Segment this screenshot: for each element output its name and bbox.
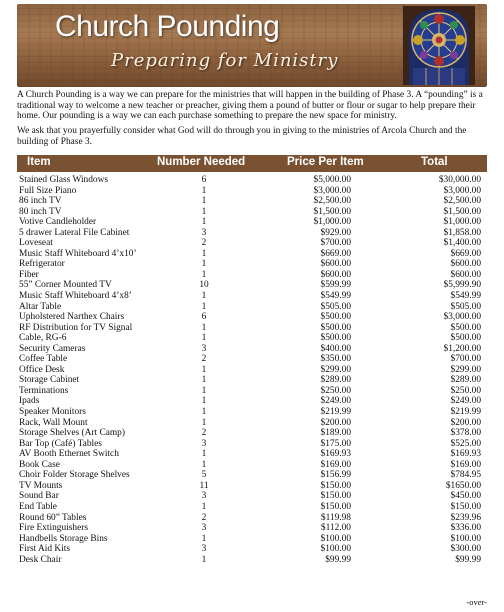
- price-per-item: $700.00: [320, 238, 351, 249]
- table-row: [17, 186, 487, 197]
- page-turn-note: -over-: [466, 597, 487, 607]
- row-total: $1,400.00: [443, 238, 481, 249]
- row-total: $336.00: [450, 523, 481, 534]
- row-total: $505.00: [450, 301, 481, 312]
- number-needed: 1: [201, 206, 207, 217]
- table-row: [17, 333, 487, 344]
- row-total: $1,200.00: [443, 343, 481, 354]
- price-per-item: $289.00: [320, 375, 351, 386]
- item-name: End Table: [19, 501, 57, 512]
- banner-subtitle: Preparing for Ministry: [111, 50, 339, 71]
- row-total: $3,000.00: [443, 312, 481, 323]
- price-per-item: $500.00: [320, 312, 351, 323]
- number-needed: 2: [201, 354, 207, 365]
- item-name: Cable, RG-6: [19, 333, 67, 344]
- table-row: [17, 428, 487, 439]
- price-per-item: $119.98: [320, 512, 351, 523]
- row-total: $169.00: [450, 459, 481, 470]
- table-row: [17, 217, 487, 228]
- price-per-item: $5,000.00: [313, 175, 351, 185]
- table-row: [17, 396, 487, 407]
- number-needed: 1: [201, 533, 207, 544]
- row-total: $2,500.00: [443, 196, 481, 207]
- price-per-item: $100.00: [320, 544, 351, 555]
- row-total: $525.00: [450, 438, 481, 449]
- table-row: [17, 259, 487, 270]
- number-needed: 1: [201, 322, 207, 333]
- row-total: $299.00: [450, 364, 481, 375]
- item-name: Stained Glass Windows: [19, 175, 109, 185]
- item-name: Altar Table: [19, 301, 62, 312]
- price-per-item: $99.99: [325, 554, 351, 565]
- table-header: [17, 155, 487, 172]
- item-name: 55” Corner Mounted TV: [19, 280, 112, 291]
- table-row: [17, 460, 487, 471]
- table-row: [17, 481, 487, 492]
- row-total: $784.95: [450, 470, 481, 481]
- price-per-item: $600.00: [320, 269, 351, 280]
- price-per-item: $3,000.00: [313, 185, 351, 196]
- table-row: [17, 175, 487, 186]
- item-name: Storage Shelves (Art Camp): [19, 428, 125, 439]
- number-needed: 1: [201, 301, 207, 312]
- item-name: Loveseat: [19, 238, 53, 249]
- number-needed: 1: [201, 217, 207, 228]
- table-row: [17, 280, 487, 291]
- row-total: $100.00: [450, 533, 481, 544]
- item-name: Upholstered Narthex Chairs: [19, 312, 125, 323]
- number-needed: 6: [201, 175, 207, 185]
- table-row: [17, 375, 487, 386]
- item-name: 80 inch TV: [19, 206, 62, 217]
- item-name: Bar Top (Café) Tables: [19, 438, 102, 449]
- price-per-item: $150.00: [320, 501, 351, 512]
- number-needed: 2: [201, 512, 207, 523]
- item-name: Music Staff Whiteboard 4’x10’: [19, 248, 137, 259]
- row-total: $1,500.00: [443, 206, 481, 217]
- table-row: [17, 386, 487, 397]
- number-needed: 5: [201, 470, 207, 481]
- number-needed: 1: [201, 248, 207, 259]
- table-row: [17, 491, 487, 502]
- item-name: Refrigerator: [19, 259, 65, 270]
- table-row: [17, 534, 487, 545]
- price-per-item: $669.00: [320, 248, 351, 259]
- number-needed: 3: [201, 343, 207, 354]
- price-per-item: $150.00: [320, 491, 351, 502]
- number-needed: 1: [201, 396, 207, 407]
- number-needed: 1: [201, 449, 207, 460]
- row-total: $500.00: [450, 322, 481, 333]
- price-per-item: $549.99: [320, 291, 351, 302]
- row-total: $249.00: [450, 396, 481, 407]
- row-total: $5,999.90: [443, 280, 481, 291]
- price-per-item: $599.99: [320, 280, 351, 291]
- item-name: Fire Extinguishers: [19, 523, 89, 534]
- item-name: Round 60” Tables: [19, 512, 87, 523]
- price-per-item: $500.00: [320, 322, 351, 333]
- row-total: $300.00: [450, 544, 481, 555]
- column-header-total: Total: [421, 156, 448, 168]
- table-row: [17, 207, 487, 218]
- item-name: Full Size Piano: [19, 185, 77, 196]
- table-row: [17, 302, 487, 313]
- table-row: [17, 502, 487, 513]
- price-per-item: $1,000.00: [313, 217, 351, 228]
- row-total: $500.00: [450, 333, 481, 344]
- price-per-item: $169.93: [320, 449, 351, 460]
- price-per-item: $112.00: [320, 523, 351, 534]
- item-name: Fiber: [19, 269, 39, 280]
- row-total: $669.00: [450, 248, 481, 259]
- number-needed: 2: [201, 238, 207, 249]
- row-total: $700.00: [450, 354, 481, 365]
- price-per-item: $400.00: [320, 343, 351, 354]
- table-row: [17, 228, 487, 239]
- row-total: $1,858.00: [443, 227, 481, 238]
- number-needed: 3: [201, 438, 207, 449]
- item-name: Rack, Wall Mount: [19, 417, 88, 428]
- number-needed: 1: [201, 385, 207, 396]
- number-needed: 3: [201, 227, 207, 238]
- price-per-item: $500.00: [320, 333, 351, 344]
- item-name: Handbells Storage Bins: [19, 533, 108, 544]
- row-total: $169.93: [450, 449, 481, 460]
- item-name: 86 inch TV: [19, 196, 62, 207]
- number-needed: 1: [201, 459, 207, 470]
- item-name: Choir Folder Storage Shelves: [19, 470, 130, 481]
- price-per-item: $929.00: [320, 227, 351, 238]
- number-needed: 1: [201, 501, 207, 512]
- table-row: [17, 291, 487, 302]
- row-total: $1650.00: [445, 480, 481, 491]
- number-needed: 1: [201, 259, 207, 270]
- item-name: Coffee Table: [19, 354, 68, 365]
- price-per-item: $219.99: [320, 407, 351, 418]
- table-row: [17, 270, 487, 281]
- row-total: $450.00: [450, 491, 481, 502]
- price-per-item: $505.00: [320, 301, 351, 312]
- item-name: Office Desk: [19, 364, 65, 375]
- number-needed: 3: [201, 544, 207, 555]
- intro-paragraph-2: We ask that you prayerfully consider what God will do through you in giving to the ministries of Arcola Church and the building of Phase 3.: [17, 126, 467, 147]
- price-per-item: $175.00: [320, 438, 351, 449]
- item-name: Speaker Monitors: [19, 407, 86, 418]
- table-row: [17, 555, 487, 566]
- price-per-item: $249.00: [320, 396, 351, 407]
- price-per-item: $2,500.00: [313, 196, 351, 207]
- table-row: [17, 544, 487, 555]
- number-needed: 11: [199, 480, 209, 491]
- row-total: $219.99: [450, 407, 481, 418]
- column-header-item: Item: [27, 156, 51, 168]
- price-per-item: $169.00: [320, 459, 351, 470]
- table-row: [17, 470, 487, 481]
- row-total: $549.99: [450, 291, 481, 302]
- table-row: [17, 418, 487, 429]
- table-row: [17, 439, 487, 450]
- number-needed: 1: [201, 269, 207, 280]
- column-header-price: Price Per Item: [287, 156, 364, 168]
- item-name: Desk Chair: [19, 554, 62, 565]
- row-total: $150.00: [450, 501, 481, 512]
- row-total: $1,000.00: [443, 217, 481, 228]
- item-name: 5 drawer Lateral File Cabinet: [19, 227, 130, 238]
- column-header-number: Number Needed: [157, 156, 246, 168]
- number-needed: 10: [199, 280, 209, 291]
- price-per-item: $600.00: [320, 259, 351, 270]
- row-total: $30,000.00: [438, 175, 481, 185]
- row-total: $3,000.00: [443, 185, 481, 196]
- row-total: $600.00: [450, 269, 481, 280]
- price-per-item: $189.00: [320, 428, 351, 439]
- table-row: [17, 523, 487, 534]
- number-needed: 1: [201, 554, 207, 565]
- items-table-body: [17, 175, 487, 565]
- price-per-item: $156.99: [320, 470, 351, 481]
- table-row: [17, 196, 487, 207]
- item-name: Storage Cabinet: [19, 375, 80, 386]
- item-name: Votive Candleholder: [19, 217, 97, 228]
- row-total: $600.00: [450, 259, 481, 270]
- price-per-item: $200.00: [320, 417, 351, 428]
- price-per-item: $1,500.00: [313, 206, 351, 217]
- table-row: [17, 312, 487, 323]
- item-name: Book Case: [19, 459, 60, 470]
- intro-paragraph-1: A Church Pounding is a way we can prepare for the ministries that will happen in the building of Phase 3. A “pounding” is a traditional way to welcome a new teacher or preacher, giving them a pound of butter or flour or sugar to help prepare their home. Our pounding is a way we can each purchase something to prepare the new space for ministry.: [17, 90, 483, 122]
- number-needed: 3: [201, 491, 207, 502]
- number-needed: 3: [201, 523, 207, 534]
- price-per-item: $100.00: [320, 533, 351, 544]
- banner-title: Church Pounding: [55, 10, 280, 43]
- row-total: $99.99: [455, 554, 481, 565]
- table-row: [17, 344, 487, 355]
- item-name: Ipads: [19, 396, 40, 407]
- table-row: [17, 354, 487, 365]
- row-total: $289.00: [450, 375, 481, 386]
- item-name: TV Mounts: [19, 480, 63, 491]
- table-row: [17, 365, 487, 376]
- number-needed: 1: [201, 291, 207, 302]
- price-per-item: $350.00: [320, 354, 351, 365]
- row-total: $250.00: [450, 385, 481, 396]
- price-per-item: $250.00: [320, 385, 351, 396]
- table-row: [17, 323, 487, 334]
- row-total: $378.00: [450, 428, 481, 439]
- price-per-item: $150.00: [320, 480, 351, 491]
- table-row: [17, 449, 487, 460]
- item-name: Sound Bar: [19, 491, 59, 502]
- number-needed: 1: [201, 417, 207, 428]
- table-row: [17, 407, 487, 418]
- item-name: Security Cameras: [19, 343, 86, 354]
- stained-glass-window-icon: [403, 6, 475, 85]
- row-total: $200.00: [450, 417, 481, 428]
- number-needed: 2: [201, 428, 207, 439]
- item-name: Music Staff Whiteboard 4’x8’: [19, 291, 132, 302]
- header-banner: [17, 4, 487, 87]
- table-row: [17, 238, 487, 249]
- number-needed: 1: [201, 196, 207, 207]
- item-name: Terminations: [19, 385, 69, 396]
- item-name: AV Booth Ethernet Switch: [19, 449, 119, 460]
- number-needed: 1: [201, 407, 207, 418]
- item-name: First Aid Kits: [19, 544, 71, 555]
- table-row: [17, 513, 487, 524]
- number-needed: 1: [201, 185, 207, 196]
- item-name: RF Distribution for TV Signal: [19, 322, 133, 333]
- number-needed: 1: [201, 375, 207, 386]
- number-needed: 1: [201, 364, 207, 375]
- number-needed: 6: [201, 312, 207, 323]
- row-total: $239.96: [450, 512, 481, 523]
- table-row: [17, 249, 487, 260]
- price-per-item: $299.00: [320, 364, 351, 375]
- number-needed: 1: [201, 333, 207, 344]
